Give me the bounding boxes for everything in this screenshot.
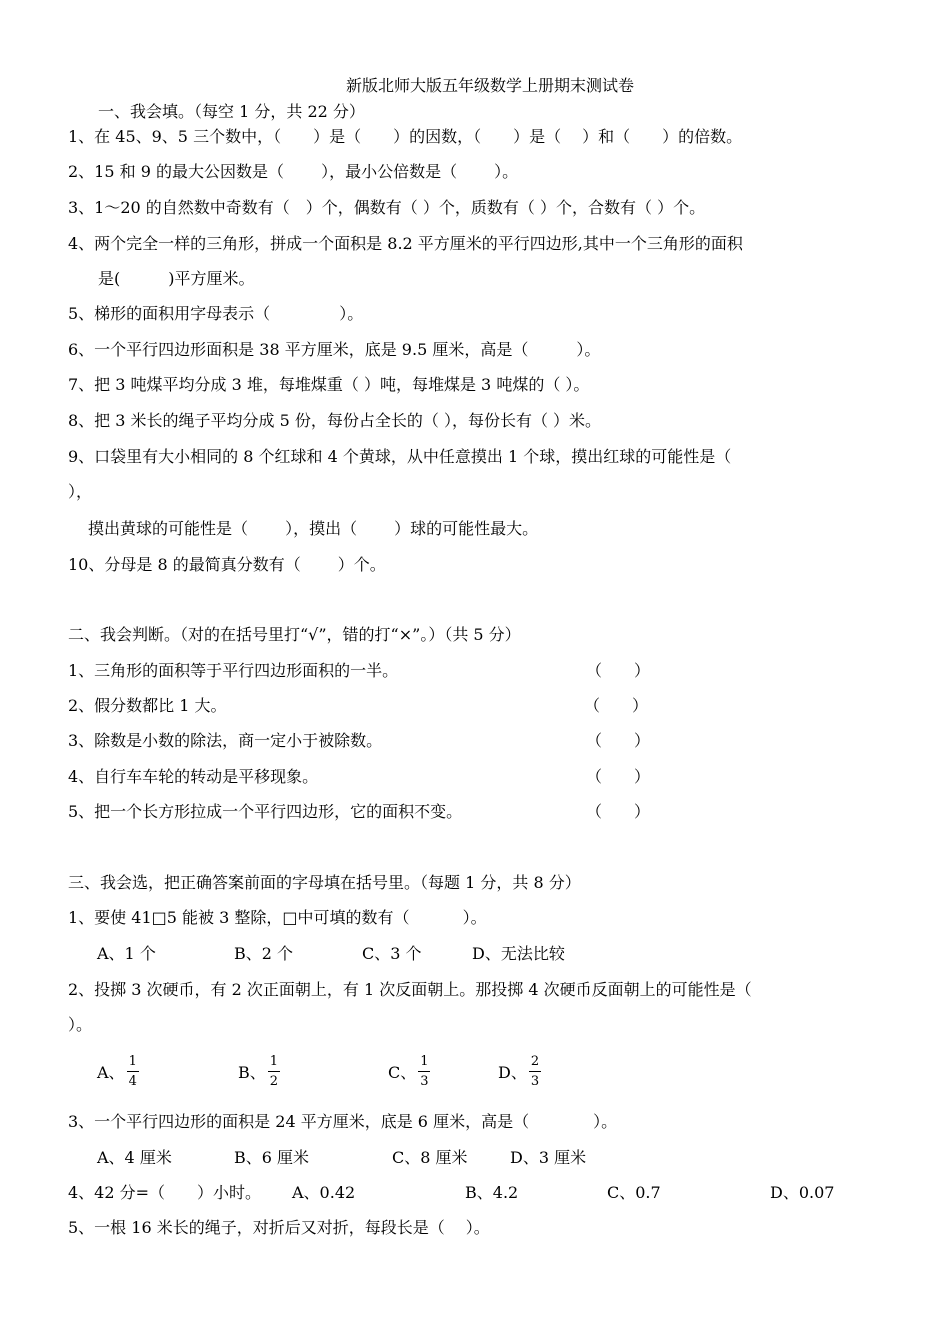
s3-q4-option-a[interactable]: A、0.42 — [292, 1183, 356, 1202]
s3-question-2: 2、投掷 3 次硬币，有 2 次正面朝上，有 1 次反面朝上。那投掷 4 次硬币反面朝上的可能性是（ — [68, 980, 752, 999]
s3-question-1: 1、要使 41□5 能被 3 整除，□中可填的数有（ ）。 — [68, 908, 487, 927]
s1-question-9-cont2: 摸出黄球的可能性是（ ），摸出（ ）球的可能性最大。 — [88, 519, 539, 538]
s3-q3-option-b[interactable]: B、6 厘米 — [234, 1148, 310, 1167]
denominator: 4 — [128, 1074, 137, 1089]
fraction-bar — [268, 1071, 280, 1072]
s2-item-1: 1、三角形的面积等于平行四边形面积的一半。 — [68, 661, 399, 680]
option-label: D、 — [498, 1063, 527, 1082]
s1-question-4: 4、两个完全一样的三角形，拼成一个面积是 8.2 平方厘米的平行四边形,其中一个三角形的面积 — [68, 234, 743, 253]
s1-question-6: 6、一个平行四边形面积是 38 平方厘米，底是 9.5 厘米，高是（ ）。 — [68, 340, 601, 359]
s3-question-3: 3、一个平行四边形的面积是 24 平方厘米，底是 6 厘米，高是（ ）。 — [68, 1112, 618, 1131]
s2-item-5: 5、把一个长方形拉成一个平行四边形，它的面积不变。 — [68, 802, 463, 821]
s2-item-5-answer[interactable]: （ ） — [586, 802, 651, 821]
option-label: C、 — [388, 1063, 417, 1082]
section3-heading: 三、我会选，把正确答案前面的字母填在括号里。（每题 1 分，共 8 分） — [68, 873, 581, 892]
s1-question-7: 7、把 3 吨煤平均分成 3 堆，每堆煤重（ ）吨，每堆煤是 3 吨煤的（ ）。 — [68, 375, 590, 394]
s1-question-5: 5、梯形的面积用字母表示（ ）。 — [68, 304, 364, 323]
fraction-bar — [418, 1071, 430, 1072]
s2-item-3-answer[interactable]: （ ） — [586, 731, 651, 750]
fraction — [127, 1054, 139, 1089]
s3-q2-option-d[interactable] — [498, 1054, 541, 1089]
denominator: 3 — [530, 1074, 540, 1089]
fraction — [268, 1054, 280, 1089]
fraction — [529, 1054, 541, 1089]
s3-question-5: 5、一根 16 米长的绳子，对折后又对折，每段长是（ ）。 — [68, 1218, 490, 1237]
numerator: 2 — [530, 1054, 540, 1069]
s3-question-2-cont: ）。 — [68, 1015, 93, 1034]
s1-question-9-cont: ）， — [68, 482, 93, 501]
fraction-bar — [127, 1071, 139, 1072]
s2-item-2: 2、假分数都比 1 大。 — [68, 696, 227, 715]
numerator: 1 — [128, 1054, 137, 1069]
s1-question-3: 3、1～20 的自然数中奇数有（ ）个，偶数有（ ）个，质数有（ ）个，合数有（ ）个。 — [68, 198, 706, 217]
s3-q2-option-c[interactable] — [388, 1054, 431, 1089]
numerator: 1 — [269, 1054, 279, 1069]
s3-q2-option-a[interactable] — [97, 1054, 139, 1089]
s3-q4-option-d[interactable]: D、0.07 — [770, 1183, 835, 1202]
option-label: A、 — [97, 1063, 125, 1082]
page-title: 新版北师大版五年级数学上册期末测试卷 — [345, 76, 634, 95]
s2-item-2-answer[interactable]: （ ） — [584, 696, 649, 715]
s3-q1-option-d[interactable]: D、无法比较 — [472, 944, 565, 963]
fraction-bar — [529, 1071, 541, 1072]
s3-q4-option-b[interactable]: B、4.2 — [465, 1183, 519, 1202]
numerator: 1 — [420, 1054, 429, 1069]
s3-q3-option-c[interactable]: C、8 厘米 — [392, 1148, 468, 1167]
section1-heading: 一、我会填。（每空 1 分，共 22 分） — [98, 102, 365, 121]
s3-q1-option-c[interactable]: C、3 个 — [362, 944, 422, 963]
s1-question-1: 1、在 45、9、5 三个数中，（ ）是（ ）的因数，（ ）是（ ）和（ ）的倍数。 — [68, 127, 743, 146]
s3-question-4: 4、42 分=（ ）小时。 — [68, 1183, 262, 1202]
s2-item-1-answer[interactable]: （ ） — [586, 661, 651, 680]
s2-item-3: 3、除数是小数的除法，商一定小于被除数。 — [68, 731, 383, 750]
s1-question-8: 8、把 3 米长的绳子平均分成 5 份，每份占全长的（ ），每份长有（ ）米。 — [68, 411, 602, 430]
denominator: 3 — [420, 1074, 429, 1089]
s3-q1-option-a[interactable]: A、1 个 — [97, 944, 156, 963]
s1-question-4-cont: 是( )平方厘米。 — [98, 269, 255, 288]
denominator: 2 — [269, 1074, 279, 1089]
s1-question-9: 9、口袋里有大小相同的 8 个红球和 4 个黄球，从中任意摸出 1 个球，摸出红球的可能性是（ — [68, 447, 732, 466]
fraction — [418, 1054, 430, 1089]
s1-question-2: 2、15 和 9 的最大公因数是（ ），最小公倍数是（ ）。 — [68, 162, 519, 181]
s2-item-4-answer[interactable]: （ ） — [586, 767, 651, 786]
s3-q3-option-a[interactable]: A、4 厘米 — [97, 1148, 172, 1167]
s3-q2-option-b[interactable] — [238, 1054, 280, 1089]
option-label: B、 — [238, 1063, 266, 1082]
section2-heading: 二、我会判断。（对的在括号里打“√”，错的打“×”。）（共 5 分） — [68, 625, 521, 644]
s3-q3-option-d[interactable]: D、3 厘米 — [510, 1148, 587, 1167]
s2-item-4: 4、自行车车轮的转动是平移现象。 — [68, 767, 319, 786]
s1-question-10: 10、分母是 8 的最简真分数有（ ）个。 — [68, 555, 386, 574]
s3-q4-option-c[interactable]: C、0.7 — [607, 1183, 661, 1202]
s3-q1-option-b[interactable]: B、2 个 — [234, 944, 294, 963]
